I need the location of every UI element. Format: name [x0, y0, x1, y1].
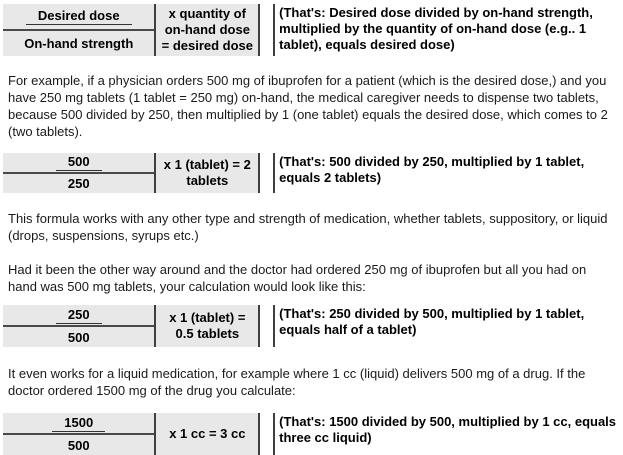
fraction-cell	[3, 305, 154, 347]
fraction-denominator: 500	[67, 329, 90, 345]
fraction-cell	[3, 153, 154, 193]
paragraph-other-way-around: Had it been the other way around and the doctor had ordered 250 mg of ibuprofen but all you had on hand was 500 mg tablets, your calculation would look like this:	[8, 262, 587, 294]
formula-table-500-250	[3, 153, 623, 193]
fraction-denominator: 250	[67, 176, 90, 191]
fraction-numerator: Desired dose	[3, 4, 154, 31]
multiplier-cell: x quantity of on-hand dose = desired dose	[154, 4, 260, 56]
fraction-numerator: 500	[3, 153, 154, 174]
fraction-denominator: On-hand strength	[24, 36, 134, 51]
note-text: (That's: 500 divided by 250, multiplied by 1 tablet, equals 2 tablets)	[279, 154, 585, 185]
fraction-numerator: 1500	[3, 413, 154, 435]
note-text: (That's: 250 divided by 500, multiplied by 1 tablet, equals half of a tablet)	[279, 306, 585, 337]
formula-table-1500-500	[3, 413, 623, 455]
multiplier-cell: x 1 cc = 3 cc	[154, 413, 260, 455]
paragraph-example-500mg: For example, if a physician orders 500 mg of ibuprofen for a patient (which is the desired dose,) and you have 250 mg tablets (1 tablet = 250 mg) on-hand, the medical caregiver needs to dispense two tablets, because 500 divided by 250, then multiplied by 1 (one tablet) equals the desired dose, which comes to 2 (two tablets).	[8, 73, 608, 139]
paragraph-other-types: This formula works with any other type and strength of medication, whether tablets, suppository, or liquid (drops, suspensions, syrups etc.)	[8, 211, 608, 243]
multiplier-cell: x 1 (tablet) = 2 tablets	[154, 153, 260, 193]
note-text: (That's: Desired dose divided by on-hand strength, multiplied by the quantity of on-hand dose (e.g.. 1 tablet), equals desired dose)	[279, 5, 593, 52]
fraction-cell	[3, 413, 154, 455]
fraction-numerator: 250	[3, 305, 154, 327]
note-text: (That's: 1500 divided by 500, multiplied by 1 cc, equals three cc liquid)	[279, 414, 617, 445]
fraction-denominator: 500	[67, 437, 90, 453]
formula-table-250-500	[3, 305, 623, 347]
paragraph-liquid-medication: It even works for a liquid medication, for example where 1 cc (liquid) delivers 500 mg of a drug. If the doctor ordered 1500 mg of the drug you calculate:	[8, 366, 586, 398]
multiplier-cell: x 1 (tablet) = 0.5 tablets	[154, 305, 260, 347]
formula-table-generic	[3, 4, 623, 56]
fraction-cell	[3, 4, 154, 56]
